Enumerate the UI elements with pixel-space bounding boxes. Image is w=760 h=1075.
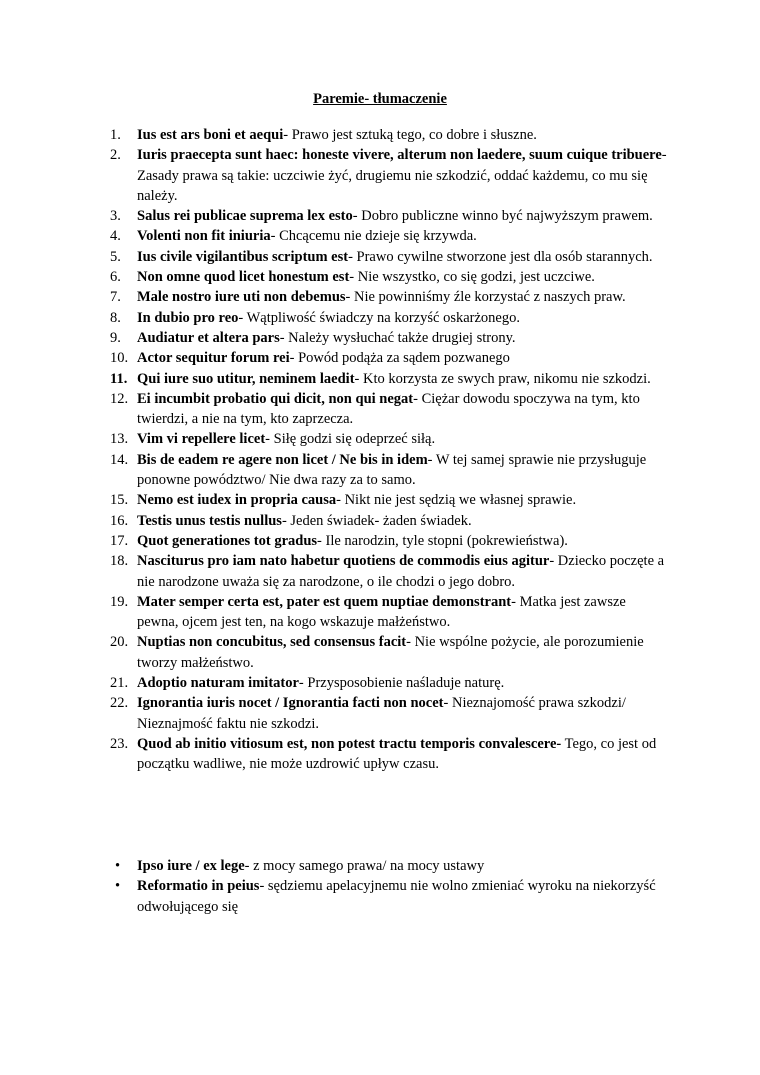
- item-number: 13.: [110, 431, 129, 448]
- item-number: 18.: [110, 553, 129, 570]
- polish-translation: - Nieznajomość prawa szkodzi/ Nieznajmość faktu nie szkodzi.: [137, 695, 626, 732]
- latin-maxim: Ius est ars boni et aequi: [137, 127, 284, 143]
- list-item: [110, 328, 670, 348]
- list-item: [110, 287, 670, 307]
- polish-translation: - Nie powinniśmy źle korzystać z naszych praw.: [345, 289, 626, 306]
- polish-translation: Tego, co jest od początku wadliwe, nie może uzdrowić upływ czasu.: [137, 735, 657, 773]
- item-number: 17.: [110, 532, 129, 549]
- item-number: 9.: [110, 329, 121, 346]
- item-number: 12.: [110, 390, 129, 407]
- latin-maxim: Nasciturus pro iam nato habetur quotiens de commodis eius agitur: [137, 553, 550, 570]
- list-item: [110, 511, 670, 531]
- list-item: [110, 450, 670, 491]
- list-item: [110, 592, 670, 633]
- latin-maxim: Iuris praecepta sunt haec: honeste vivere, alterum non laedere, suum cuique tribuere: [137, 147, 662, 164]
- list-item: [110, 125, 670, 145]
- polish-translation: - Przysposobienie naśladuje naturę.: [298, 675, 505, 692]
- list-item: [110, 206, 670, 226]
- item-number: 20.: [110, 634, 129, 651]
- item-number: 4.: [110, 228, 121, 245]
- item-number: 5.: [110, 248, 121, 265]
- list-item: [110, 308, 670, 328]
- polish-translation: - Prawo jest sztuką tego, co dobre i słuszne.: [283, 127, 537, 143]
- polish-translation: - Nie wspólne pożycie, ale porozumienie tworzy małżeństwo.: [137, 634, 644, 671]
- polish-translation: - Ciężar dowodu spoczywa na tym, kto twierdzi, a nie na tym, kto zaprzecza.: [137, 390, 640, 428]
- latin-maxim: Quot generationes tot gradus: [137, 532, 318, 549]
- bullet-icon: •: [115, 878, 121, 895]
- list-item: [110, 673, 670, 693]
- polish-translation: - Jeden świadek- żaden świadek.: [281, 512, 472, 529]
- item-number: 3.: [110, 208, 121, 225]
- latin-maxim: Ius civile vigilantibus scriptum est: [137, 248, 349, 265]
- latin-maxim: Testis unus testis nullus: [137, 512, 282, 529]
- latin-maxim: Actor sequitur forum rei: [137, 350, 290, 367]
- item-number: 21.: [110, 675, 129, 692]
- latin-maxim: Qui iure suo utitur, neminem laedit: [137, 370, 355, 387]
- list-item: [110, 531, 670, 551]
- polish-translation: - Nikt nie jest sędzią we własnej sprawie.: [336, 492, 577, 509]
- list-item: [110, 267, 670, 287]
- item-number: 16.: [110, 512, 129, 529]
- polish-translation: - Wątpliwość świadczy na korzyść oskarżonego.: [238, 309, 520, 326]
- latin-maxim: Adoptio naturam imitator: [137, 675, 299, 692]
- polish-translation: - Siłę godzi się odeprzeć siłą.: [265, 431, 436, 448]
- polish-translation: - Chcącemu nie dzieje się krzywda.: [270, 228, 477, 245]
- item-number: 7.: [110, 289, 121, 306]
- polish-translation: - Należy wysłuchać także drugiej strony.: [279, 329, 516, 346]
- latin-maxim: Vim vi repellere licet: [137, 431, 266, 448]
- latin-maxim: In dubio pro reo: [137, 309, 239, 326]
- latin-maxim: Salus rei publicae suprema lex esto: [137, 208, 353, 225]
- polish-translation: - Dziecko poczęte a nie narodzone uważa się za narodzone, o ile chodzi o jego dobro.: [137, 553, 665, 590]
- item-number: 14.: [110, 451, 129, 468]
- polish-translation: - sędziemu apelacyjnemu nie wolno zmieniać wyroku na niekorzyść odwołującego się: [137, 878, 656, 915]
- list-item: [110, 734, 670, 775]
- latin-maxim: Reformatio in peius: [137, 878, 260, 895]
- item-number: 15.: [110, 492, 129, 509]
- bullet-icon: •: [115, 858, 121, 874]
- list-item: [110, 551, 670, 592]
- page-title: Paremie- tłumaczenie: [313, 91, 447, 107]
- latin-maxim: Nuptias non concubitus, sed consensus facit: [137, 634, 407, 651]
- polish-translation: - Powód podąża za sądem pozwanego: [289, 350, 510, 367]
- polish-translation: - z mocy samego prawa/ na mocy ustawy: [244, 858, 485, 874]
- list-item: [110, 693, 670, 734]
- latin-maxim: Ipso iure / ex lege: [137, 858, 245, 874]
- latin-maxim: Nemo est iudex in propria causa: [137, 492, 337, 509]
- polish-translation: - Dobro publiczne winno być najwyższym prawem.: [352, 208, 653, 225]
- item-number: 2.: [110, 147, 121, 164]
- latin-maxim: Ignorantia iuris nocet / Ignorantia facti non nocet: [137, 695, 444, 712]
- bullet-item: [110, 876, 670, 917]
- list-item: [110, 632, 670, 673]
- list-item: [110, 145, 670, 206]
- list-item: [110, 226, 670, 246]
- item-number: 23.: [110, 735, 129, 752]
- latin-maxim: Mater semper certa est, pater est quem nuptiae demonstrant: [137, 593, 512, 610]
- polish-translation: - Kto korzysta ze swych praw, nikomu nie szkodzi.: [354, 370, 651, 387]
- list-item: [110, 429, 670, 449]
- bullet-item: [110, 856, 670, 876]
- item-number: 6.: [110, 269, 121, 286]
- item-number: 11.: [110, 370, 128, 387]
- latin-maxim: Quod ab initio vitiosum est, non potest tractu temporis convalescere-: [137, 735, 562, 752]
- item-number: 19.: [110, 593, 129, 610]
- item-number: 1.: [110, 127, 121, 143]
- item-number: 10.: [110, 350, 129, 367]
- list-item: [110, 247, 670, 267]
- latin-maxim: Volenti non fit iniuria: [137, 228, 271, 245]
- latin-maxim: Ei incumbit probatio qui dicit, non qui negat: [137, 390, 414, 407]
- list-item: [110, 369, 670, 389]
- list-item: [110, 389, 670, 430]
- latin-maxim: Audiatur et altera pars: [137, 329, 280, 346]
- polish-translation: - W tej samej sprawie nie przysługuje ponowne powództwo/ Nie dwa razy za to samo.: [137, 451, 647, 489]
- polish-translation: - Prawo cywilne stworzone jest dla osób starannych.: [348, 248, 653, 265]
- list-item: [110, 348, 670, 368]
- paremie-list: [110, 125, 670, 775]
- polish-translation: - Nie wszystko, co się godzi, jest uczciwe.: [349, 269, 595, 286]
- latin-maxim: Bis de eadem re agere non licet / Ne bis in idem: [137, 451, 428, 468]
- item-number: 22.: [110, 695, 129, 712]
- latin-maxim: Male nostro iure uti non debemus: [137, 289, 346, 306]
- bullet-list: [110, 856, 670, 917]
- latin-maxim: Non omne quod licet honestum est: [137, 269, 350, 286]
- polish-translation: - Matka jest zawsze pewna, ojcem jest ten, na kogo wskazuje małżeństwo.: [137, 593, 626, 631]
- polish-translation: - Zasady prawa są takie: uczciwie żyć, drugiemu nie szkodzić, oddać każdemu, co mu się należy.: [137, 147, 667, 204]
- polish-translation: - Ile narodzin, tyle stopni (pokrewieństwa).: [317, 532, 568, 549]
- list-item: [110, 490, 670, 510]
- item-number: 8.: [110, 309, 121, 326]
